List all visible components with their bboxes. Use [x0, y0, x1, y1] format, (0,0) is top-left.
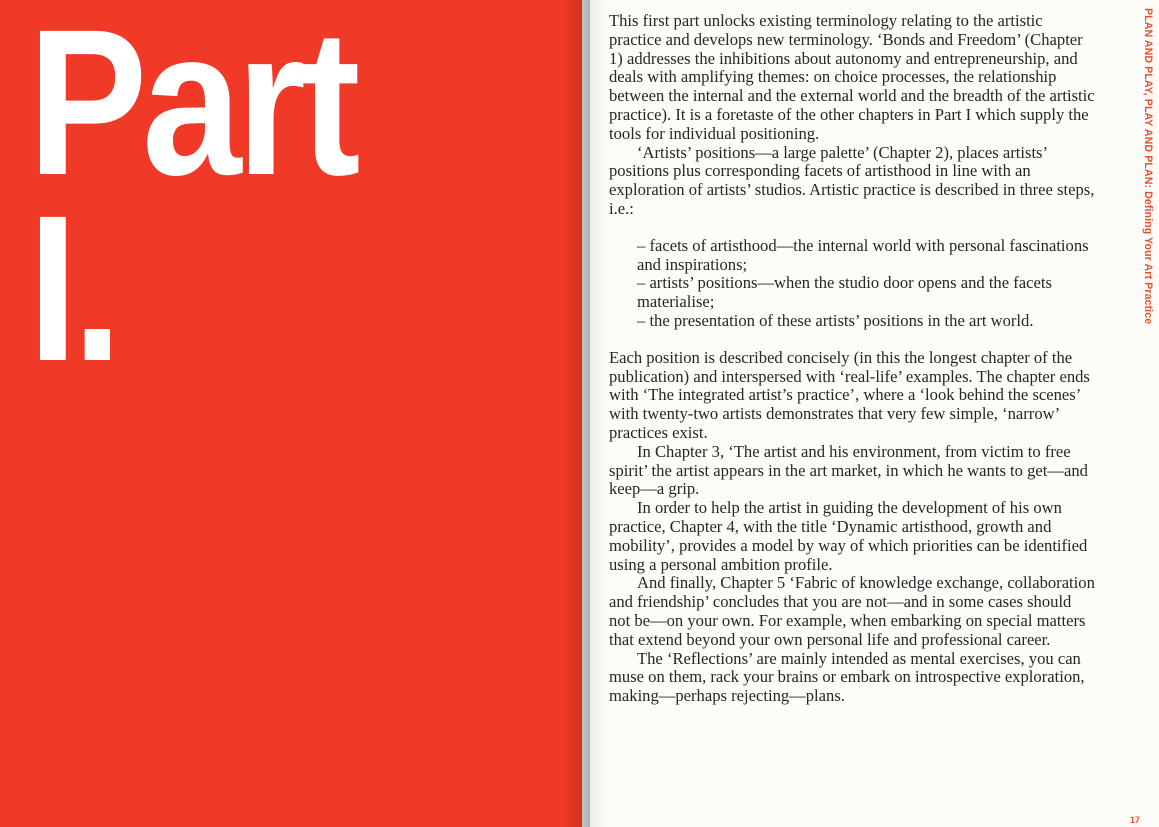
paragraph-positions: Each position is described concisely (in this the longest chapter of the publication) and interspersed with ‘real-life’ examples. The chapter ends with ‘The integrated artist’s practice’, where a ‘look behind the scenes’ with twenty-two artists demonstrates that very few simple, ‘narrow’ practices exist.: [609, 347, 1090, 442]
paragraph-chapter-2: ‘Artists’ positions—a large palette’ (Chapter 2), places artists’ positions plus corresponding facets of artisthood in line with an exploration of artists’ studios. Artistic practice is described in three steps, i.e.:: [609, 142, 1095, 218]
list-item: – facets of artisthood—the internal world with personal fascinations and inspirations;: [637, 235, 1089, 274]
body-text: [609, 12, 1095, 706]
paragraph-chapter-5: And finally, Chapter 5 ‘Fabric of knowledge exchange, collaboration and friendship’ concludes that you are not—and in some cases should not be—on your own. For example, when embarking on special matters that extend beyond your own personal life and professional career.: [609, 573, 1095, 649]
list-item: – the presentation of these artists’ positions in the art world.: [637, 310, 1034, 330]
paragraph-chapter-4: In order to help the artist in guiding the development of his own practice, Chapter 4, with the title ‘Dynamic artisthood, growth and mobility’, provides a model by way of which priorities can be identified using a personal ambition profile.: [609, 498, 1088, 574]
part-title-word: Part: [28, 0, 356, 219]
running-head: [1140, 8, 1158, 348]
part-title: [28, 0, 356, 405]
paragraph-chapter-3: In Chapter 3, ‘The artist and his environment, from victim to free spirit’ the artist appears in the art market, in which he wants to get—and keep—a grip.: [609, 441, 1088, 499]
gutter-shading: [582, 0, 606, 827]
steps-list: [609, 237, 1095, 331]
paragraph-reflections: The ‘Reflections’ are mainly intended as mental exercises, you can muse on them, rack your brains or embark on introspective exploration, making—perhaps rejecting—plans.: [609, 648, 1085, 706]
paragraph-intro: This first part unlocks existing terminology relating to the artistic practice and develops new terminology. ‘Bonds and Freedom’ (Chapter 1) addresses the inhibitions about autonomy and entrepreneurship, and deals with amplifying themes: on choice processes, the relationship between the internal and the external world and the breadth of the artistic practice). It is a foretaste of the other chapters in Part I which supply the tools for individual positioning.: [609, 11, 1095, 143]
page-number: 17: [1130, 815, 1141, 825]
running-head-text: PLAN AND PLAY, PLAY AND PLAN: Defining Your Art Practice: [1142, 8, 1154, 325]
part-title-number: I.: [28, 173, 118, 405]
list-item: – artists’ positions—when the studio door opens and the facets materialise;: [637, 273, 1052, 312]
right-page-text: [582, 0, 1159, 827]
